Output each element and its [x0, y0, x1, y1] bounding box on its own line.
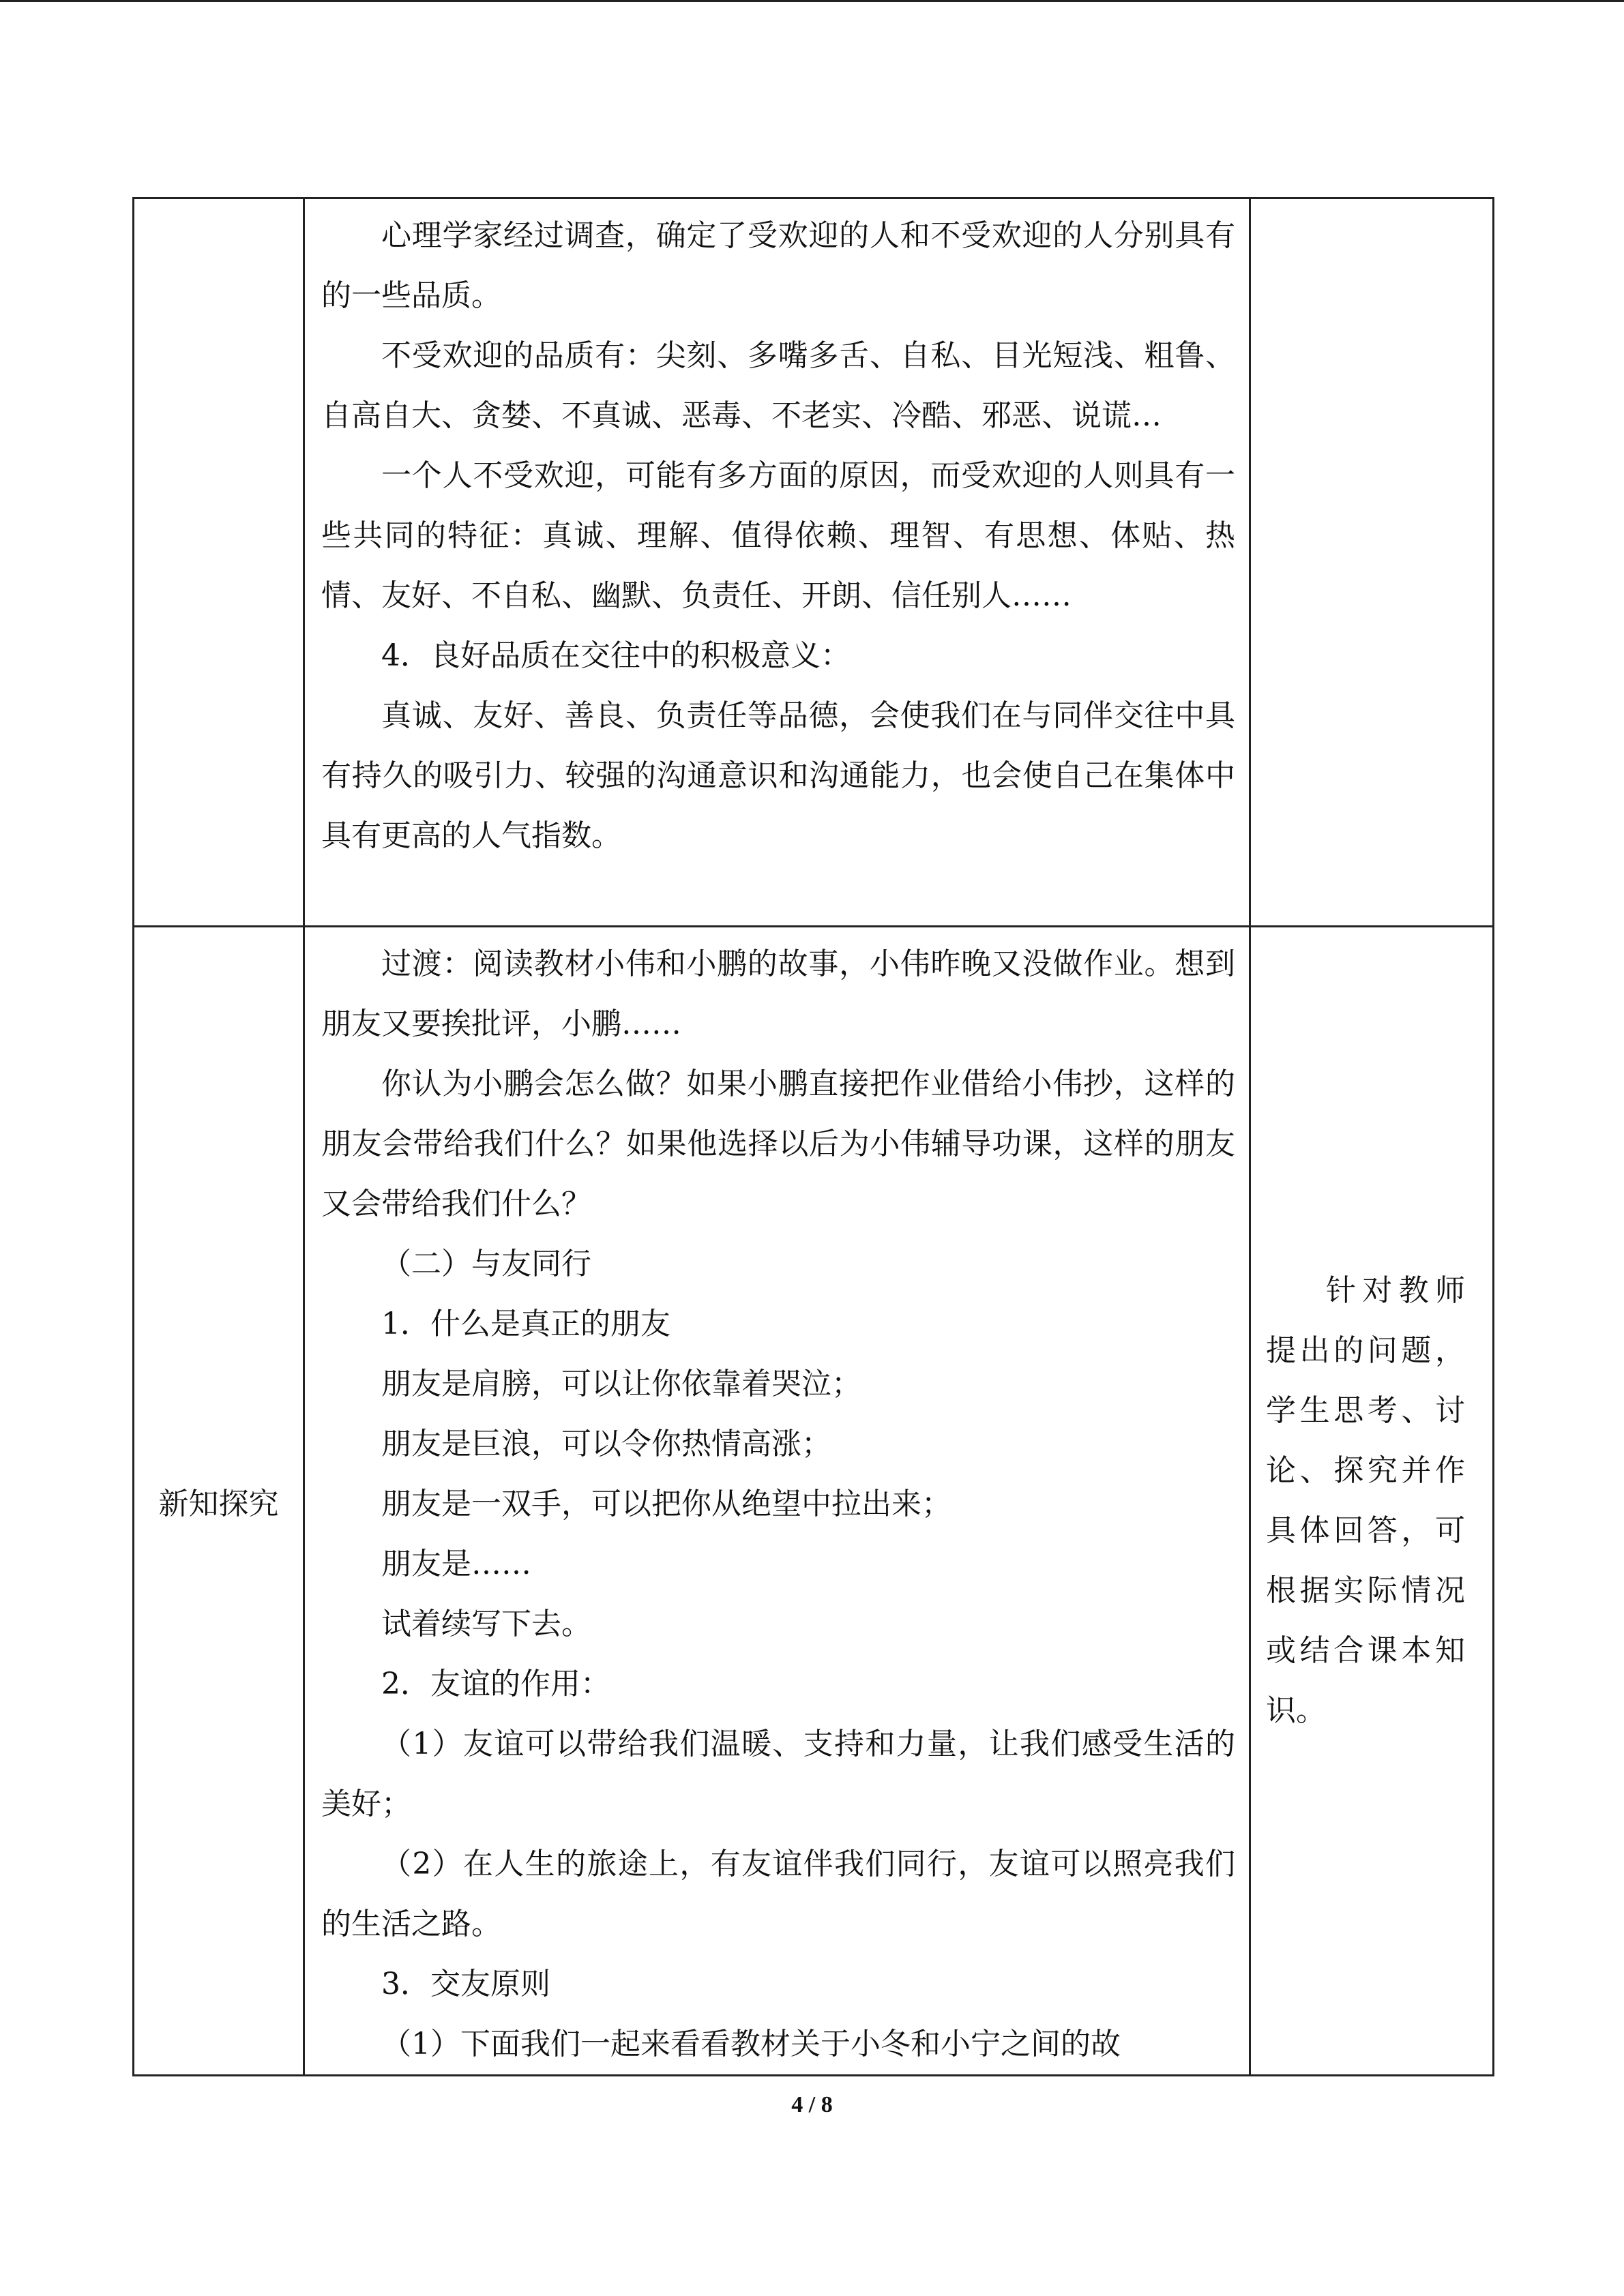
- paragraph: 朋友是巨浪，可以令你热情高涨；: [381, 1427, 831, 1461]
- paragraph: 朋友是一双手，可以把你从绝望中拉出来；: [381, 1487, 951, 1521]
- section-heading: 2．友谊的作用：: [381, 1667, 610, 1701]
- table-row: [134, 927, 1494, 2076]
- stage-cell: 新知探究: [134, 927, 304, 2076]
- section-heading: 3．交友原则: [381, 1967, 550, 2001]
- page-number: 4 / 8: [791, 2092, 833, 2117]
- paragraph: 你认为小鹏会怎么做？如果小鹏直接把作业借给小伟抄，这样的朋友会带给我们什么？如果他选择以后为小伟辅导功课，这样的朋友又会带给我们什么？: [321, 1067, 1235, 1221]
- paragraph: （1）友谊可以带给我们温暖、支持和力量，让我们感受生活的美好；: [321, 1727, 1235, 1821]
- section-heading: （二）与友同行: [381, 1247, 591, 1281]
- paragraph: 过渡：阅读教材小伟和小鹏的故事，小伟昨晚又没做作业。想到朋友又要挨批评，小鹏……: [321, 946, 1235, 1041]
- paragraph: 朋友是……: [381, 1547, 531, 1581]
- paragraph: 朋友是肩膀，可以让你依靠着哭泣；: [381, 1367, 861, 1401]
- table-row: [134, 198, 1494, 927]
- note-cell: [1250, 927, 1494, 2076]
- section-heading: 4．良好品质在交往中的积极意义：: [381, 638, 851, 673]
- paragraph: （1）下面我们一起来看看教材关于小冬和小宁之间的故: [381, 2027, 1121, 2061]
- content-cell: [304, 927, 1250, 2076]
- section-heading: 1．什么是真正的朋友: [381, 1307, 670, 1341]
- paragraph: 一个人不受欢迎，可能有多方面的原因，而受欢迎的人则具有一些共同的特征：真诚、理解、值得依赖、理智、有思想、体贴、热情、友好、不自私、幽默、负责任、开朗、信任别人……: [321, 458, 1235, 613]
- paragraph: （2）在人生的旅途上，有友谊伴我们同行，友谊可以照亮我们的生活之路。: [321, 1847, 1235, 1941]
- paragraph: 真诚、友好、善良、负责任等品德，会使我们在与同伴交往中具有持久的吸引力、较强的沟通意识和沟通能力，也会使自己在集体中具有更高的人气指数。: [321, 698, 1235, 853]
- paragraph: 心理学家经过调查，确定了受欢迎的人和不受欢迎的人分别具有的一些品质。: [321, 218, 1235, 313]
- paragraph: 不受欢迎的品质有：尖刻、多嘴多舌、自私、目光短浅、粗鲁、自高自大、贪婪、不真诚、恶毒、不老实、冷酷、邪恶、说谎…: [321, 338, 1235, 433]
- content-cell: [304, 198, 1250, 927]
- paragraph: 试着续写下去。: [381, 1607, 591, 1641]
- lesson-plan-table: [132, 197, 1494, 2076]
- activity-note: 针对教师提出的问题，学生思考、讨论、探究并作具体回答，可根据实际情况或结合课本知识。: [1266, 1273, 1465, 1728]
- top-border-line: [0, 0, 1624, 2]
- stage-cell: [134, 198, 304, 927]
- note-cell: [1250, 198, 1494, 927]
